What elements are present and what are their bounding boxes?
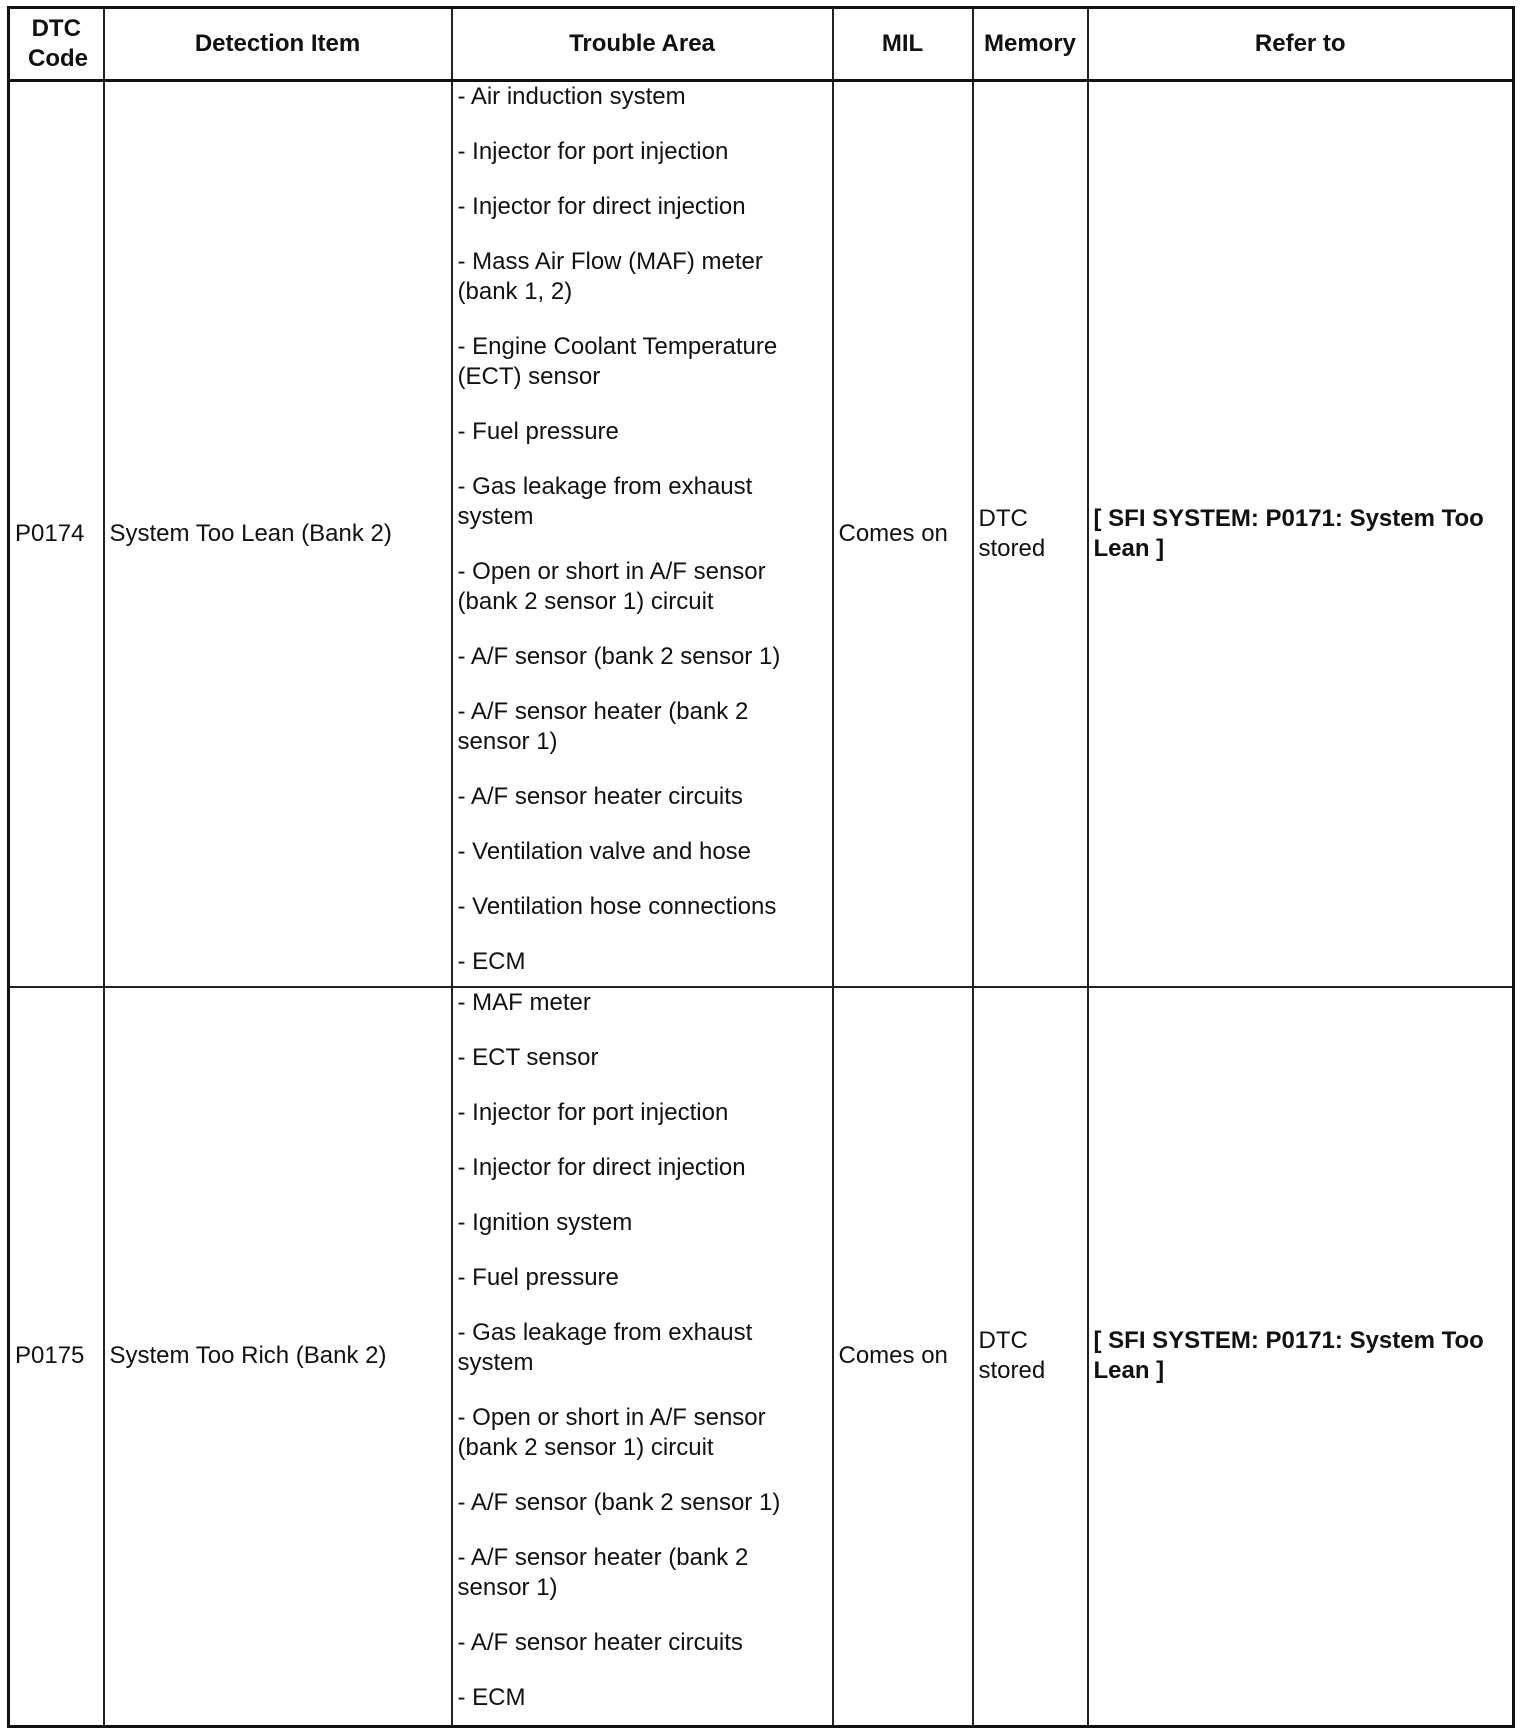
trouble-area-item: - ECT sensor xyxy=(457,1043,599,1071)
trouble-area-item: - A/F sensor (bank 2 sensor 1) xyxy=(457,643,781,670)
dtc-code-cell: P0175 xyxy=(9,987,104,1727)
trouble-area-item: - A/F sensor heater circuits xyxy=(457,783,743,810)
header-detection-item: Detection Item xyxy=(104,8,452,81)
trouble-area-item: - MAF meter xyxy=(457,988,591,1016)
header-dtc-code: DTC Code xyxy=(9,8,104,81)
trouble-area-item: - Ventilation hose connections xyxy=(457,893,777,920)
trouble-area-item: - ECM xyxy=(457,1683,526,1711)
trouble-area-item: - A/F sensor (bank 2 sensor 1) xyxy=(457,1488,781,1516)
trouble-area-item: - Fuel pressure xyxy=(457,418,619,445)
trouble-area-item: - Open or short in A/F sensor (bank 2 sensor 1) circuit xyxy=(457,558,766,615)
trouble-area-item: - A/F sensor heater circuits xyxy=(457,1628,743,1656)
trouble-area-cell xyxy=(452,81,833,987)
refer-to-cell: [ SFI SYSTEM: P0171: System Too Lean ] xyxy=(1088,987,1514,1727)
trouble-area-item: - Gas leakage from exhaust system xyxy=(457,473,753,530)
detection-item-cell: System Too Rich (Bank 2) xyxy=(104,987,452,1727)
header-mil: MIL xyxy=(833,8,973,81)
memory-cell: DTC stored xyxy=(973,987,1088,1727)
detection-item-cell: System Too Lean (Bank 2) xyxy=(104,81,452,987)
dtc-code-cell: P0174 xyxy=(9,81,104,987)
trouble-area-item: - Injector for port injection xyxy=(457,138,729,165)
table-row xyxy=(9,987,1514,1727)
mil-cell: Comes on xyxy=(833,81,973,987)
table-row xyxy=(9,81,1514,987)
header-row xyxy=(9,8,1514,81)
trouble-area-item: - Gas leakage from exhaust system xyxy=(457,1318,753,1376)
trouble-area-item: - Ignition system xyxy=(457,1208,633,1236)
refer-to-cell: [ SFI SYSTEM: P0171: System Too Lean ] xyxy=(1088,81,1514,987)
memory-cell: DTC stored xyxy=(973,81,1088,987)
header-trouble-area: Trouble Area xyxy=(452,8,833,81)
mil-cell: Comes on xyxy=(833,987,973,1727)
trouble-area-item: - Injector for port injection xyxy=(457,1098,729,1126)
trouble-area-cell xyxy=(452,987,833,1727)
trouble-area-item: - Engine Coolant Temperature (ECT) sensor xyxy=(457,333,778,390)
trouble-area-item: - A/F sensor heater (bank 2 sensor 1) xyxy=(457,698,749,755)
trouble-area-item: - Ventilation valve and hose xyxy=(457,838,752,865)
trouble-area-item: - Mass Air Flow (MAF) meter (bank 1, 2) xyxy=(457,248,763,305)
trouble-area-item: - Air induction system xyxy=(457,83,686,110)
header-memory: Memory xyxy=(973,8,1088,81)
trouble-area-item: - Fuel pressure xyxy=(457,1263,619,1291)
dtc-table xyxy=(7,6,1515,1728)
trouble-area-item: - ECM xyxy=(457,948,526,975)
trouble-area-item: - Injector for direct injection xyxy=(457,1153,746,1181)
header-refer-to: Refer to xyxy=(1088,8,1514,81)
trouble-area-item: - Open or short in A/F sensor (bank 2 sensor 1) circuit xyxy=(457,1403,766,1461)
trouble-area-item: - Injector for direct injection xyxy=(457,193,746,220)
trouble-area-item: - A/F sensor heater (bank 2 sensor 1) xyxy=(457,1543,749,1601)
